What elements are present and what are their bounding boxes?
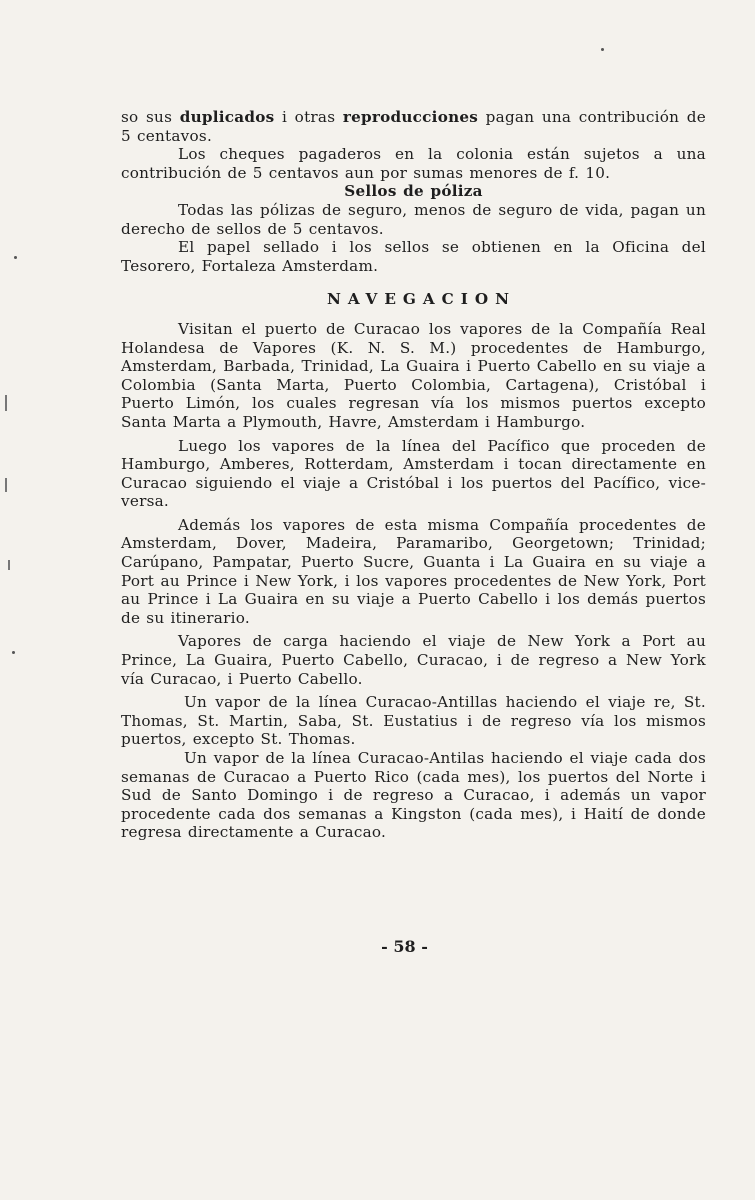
page-number: - 58 - [381, 937, 428, 956]
paragraph-papel-sellado: El papel sellado i los sellos se obtienen en la Oficina del Tesorero, Fortaleza Amsterdam. [121, 238, 706, 275]
scan-speck [601, 48, 604, 51]
paragraph-vapores-carga: Vapores de carga haciendo el viaje de New York a Port au Prince, La Guaira, Puerto Cabello, Curacao, i de regreso a New York vía Curacao, i Puerto Cabello. [121, 632, 706, 688]
paragraph-linea-pacifico: Luego los vapores de la línea del Pacífico que proceden de Hamburgo, Amberes, Rotterdam, Amsterdam i tocan directamente en Curacao siguiendo el viaje a Cristóbal i los puertos del Pacífico, vice-versa. [121, 436, 706, 511]
bold-term-duplicados: duplicados [179, 108, 275, 126]
text-run: i otras [274, 108, 343, 126]
paragraph-p1 [121, 108, 706, 145]
paragraph-curacao-antillas: Un vapor de la línea Curacao-Antillas haciendo el viaje re, St. Thomas, St. Martin, Saba, St. Eustatius i de regreso vía los mismos puertos, excepto St. Thomas. [121, 693, 706, 749]
scan-edge-mark [5, 395, 7, 411]
paragraph-polizas: Todas las pólizas de seguro, menos de seguro de vida, pagan un derecho de sellos de 5 centavos. [121, 200, 706, 238]
paragraph-curacao-antilas: Un vapor de la línea Curacao-Antilas haciendo el viaje cada dos semanas de Curacao a Puerto Rico (cada mes), los puertos del Norte i Sud de Santo Domingo i de regreso a Curacao, i además un vapor procedente cada dos semanas a Kingston (cada mes), i Haití de donde regresa directamente a Curacao. [121, 749, 706, 842]
subheading-sellos-de-poliza: Sellos de póliza [344, 182, 483, 201]
scan-edge-mark [5, 478, 7, 492]
bold-term-reproducciones: reproducciones [342, 108, 479, 126]
scan-speck [12, 651, 15, 654]
section-heading-navegacion: NAVEGACION [327, 290, 516, 309]
paragraph-vapores-knsm: Visitan el puerto de Curacao los vapores de la Compañía Real Holandesa de Vapores (K. N. S. M.) procedentes de Hamburgo, Amsterdam, Barbada, Trinidad, La Guaira i Puerto Cabello en su viaje a Colombia (Santa Marta, Puerto Colombia, Cartagena), Cristóbal i Puerto Limón, los cuales regresan vía los mismos puertos excepto Santa Marta a Plymouth, Havre, Amsterdam i Hamburgo. [121, 319, 706, 431]
paragraph-ademas-vapores: Además los vapores de esta misma Compañía procedentes de Amsterdam, Dover, Madeira, Paramaribo, Georgetown; Trinidad; Carúpano, Pampatar, Puerto Sucre, Guanta i La Guaira en su viaje a Port au Prince i New York, i los vapores procedentes de New York, Port au Prince i La Guaira en su viaje a Puerto Cabello i los demás puertos de su itinerario. [121, 515, 706, 627]
scan-speck [14, 256, 17, 259]
scan-edge-mark [8, 560, 10, 570]
page-body [121, 108, 706, 842]
text-run: pagan una contribución de 5 centavos. [121, 108, 706, 145]
paragraph-cheques: Los cheques pagaderos en la colonia están sujetos a una contribución de 5 centavos aun por sumas menores de f. 10. [121, 145, 706, 182]
text-run: so sus [121, 108, 180, 126]
